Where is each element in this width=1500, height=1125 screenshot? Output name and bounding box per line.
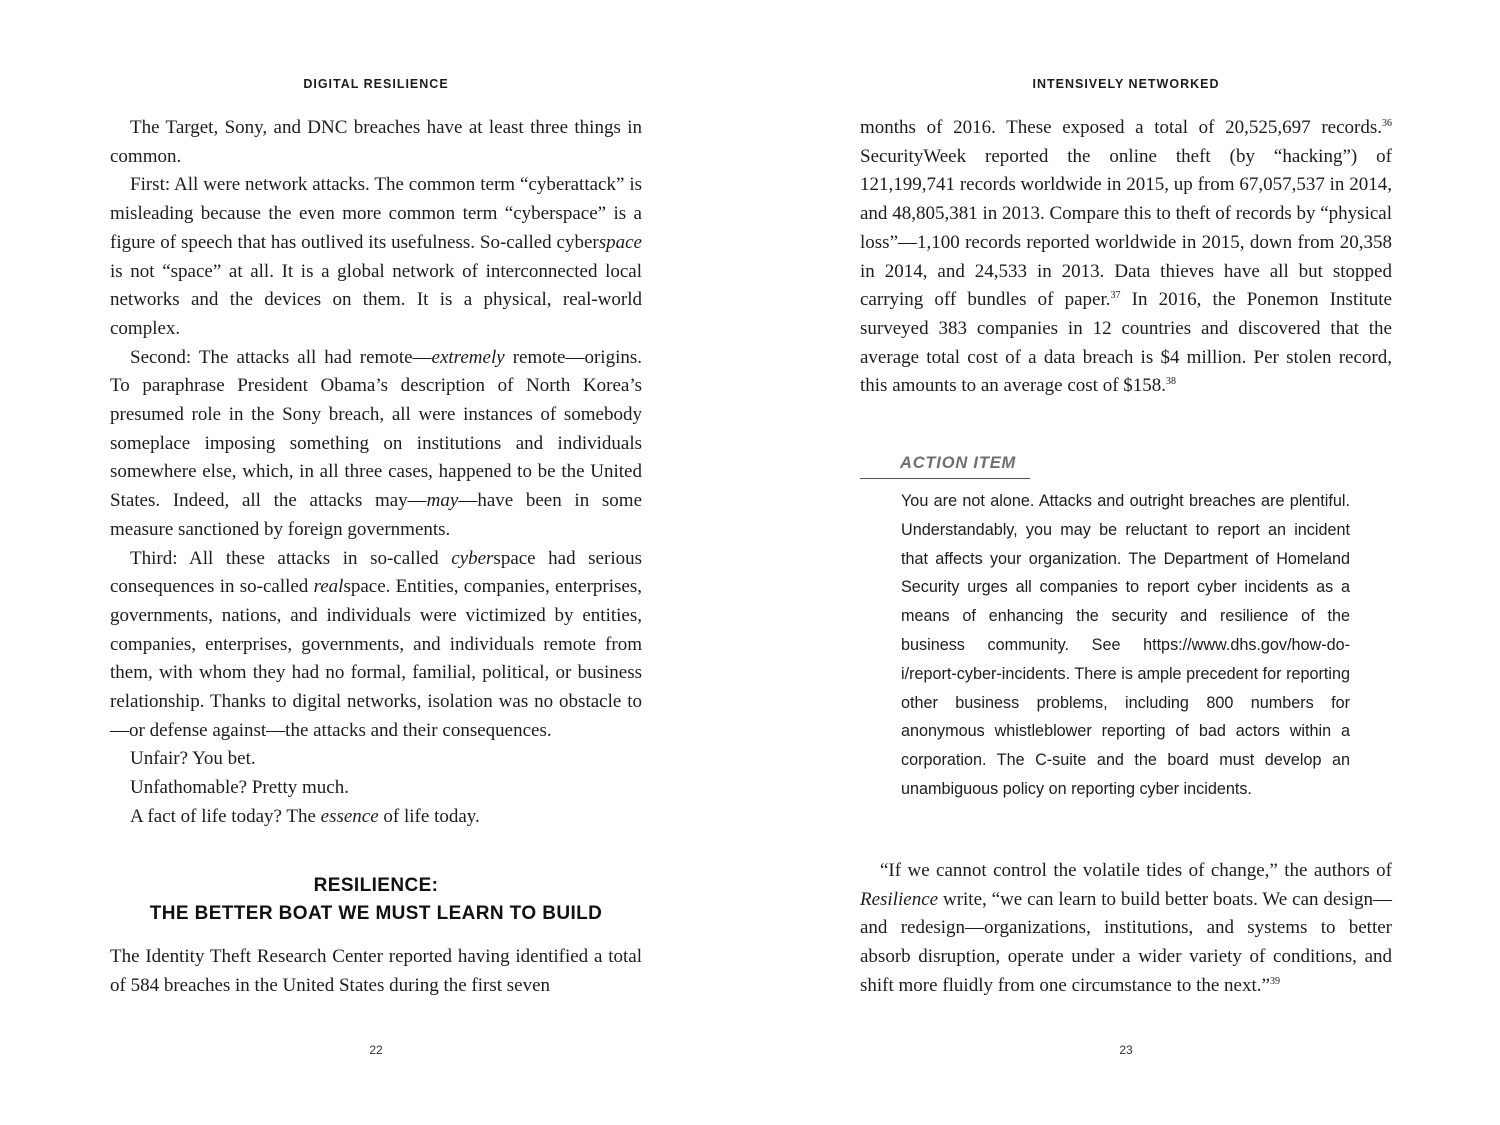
running-head-right: INTENSIVELY NETWORKED (1032, 77, 1220, 91)
quote-paragraph (860, 857, 1392, 1001)
paragraph: The Identity Theft Research Center reported having identified a total of 584 breaches in the United States during the first seven (110, 946, 642, 996)
section-heading-line: THE BETTER BOAT WE MUST LEARN TO BUILD (149, 903, 603, 924)
footnote-ref: 38 (1166, 376, 1177, 388)
paragraph: Unfair? You bet. (130, 748, 256, 770)
paragraph: First: All were network attacks. The common term “cyberattack” is misleading because the even more common term “cyberspace” is a figure of speech that has outlived its usefulness. So-called cyberspace is not “space” at all. It is a global network of interconnected local networks and the devices on them. It is a physical, real-world complex. (110, 174, 642, 339)
footnote-ref: 36 (1382, 118, 1392, 129)
page-number-right: 23 (1119, 1043, 1133, 1057)
left-body-text (110, 114, 642, 832)
paragraph: A fact of life today? The essence of life today. (130, 805, 480, 827)
section-heading-line: RESILIENCE: (313, 875, 439, 896)
left-page (110, 0, 642, 1125)
section-heading (110, 872, 642, 928)
right-page (860, 0, 1392, 1125)
paragraph: Unfathomable? Pretty much. (130, 777, 349, 799)
page-number-left: 22 (369, 1043, 383, 1057)
section-body (110, 943, 642, 1000)
running-head-left: DIGITAL RESILIENCE (303, 77, 449, 91)
paragraph: The Target, Sony, and DNC breaches have at least three things in common. (110, 117, 642, 167)
action-item-text: You are not alone. Attacks and outright breaches are plentiful. Understandably, you may be reluctant to report an incident that affects your organization. The Department of Homeland Security urges all companies to report cyber incidents as a means of enhancing the security and resilience of the business community. See https://www.dhs.gov/how-do-i/report-cyber-incidents. There is ample precedent for reporting other business problems, including 800 numbers for anonymous whistleblower reporting of bad actors within a corporation. The C-suite and the board must develop an unambiguous policy on reporting cyber incidents. (901, 492, 1350, 798)
paragraph: Second: The attacks all had remote—extremely remote—origins. To paraphrase President Obama’s description of North Korea’s presumed role in the Sony breach, all were instances of somebody someplace imposing something on institutions and individuals somewhere else, which, in all three cases, happened to be the United States. Indeed, all the attacks may—may—have been in some measure sanctioned by foreign governments. (110, 346, 642, 540)
paragraph: months of 2016. These exposed a total of 20,525,697 records.$^{36}$ SecurityWeek reported the online theft (by “hacking”) of 121,199,741 records worldwide in 2015, up from 67,057,537 in 2014, and 48,805,381 in 2013. Compare this to theft of records by “physical loss”—1,100 records reported worldwide in 2015, down from 20,358 in 2014, and 24,533 in 2013. Data thieves have all but stopped carrying off bundles of paper.$^{37}$ In 2016, the Ponemon Institute surveyed 383 companies in 12 countries and discovered that the average total cost of a data breach is $4 million. Per stolen record, this amounts to an average cost of $158.38 (860, 117, 1392, 397)
footnote-ref: 39 (1269, 975, 1280, 987)
action-item-rule (860, 478, 1030, 479)
paragraph: “If we cannot control the volatile tides of change,” the authors of Resilience write, “we can learn to build better boats. We can design—and redesign—organizations, institutions, and systems to better absorb disruption, operate under a wider variety of conditions, and shift more fluidly from one circumstance to the next.”$^{39}$ (860, 860, 1392, 996)
paragraph: Third: All these attacks in so-called cyberspace had serious consequences in so-called realspace. Entities, companies, enterprises, governments, nations, and individuals were victimized by entities, companies, enterprises, governments, and individuals remote from them, with whom they had no formal, familial, political, or business relationship. Thanks to digital networks, isolation was no obstacle to—or defense against—the attacks and their consequences. (110, 547, 643, 741)
action-item-heading: ACTION ITEM (900, 454, 1017, 472)
footnote-ref: 37 (1110, 290, 1121, 302)
right-body-text (860, 114, 1392, 401)
action-item-box (860, 452, 1392, 804)
